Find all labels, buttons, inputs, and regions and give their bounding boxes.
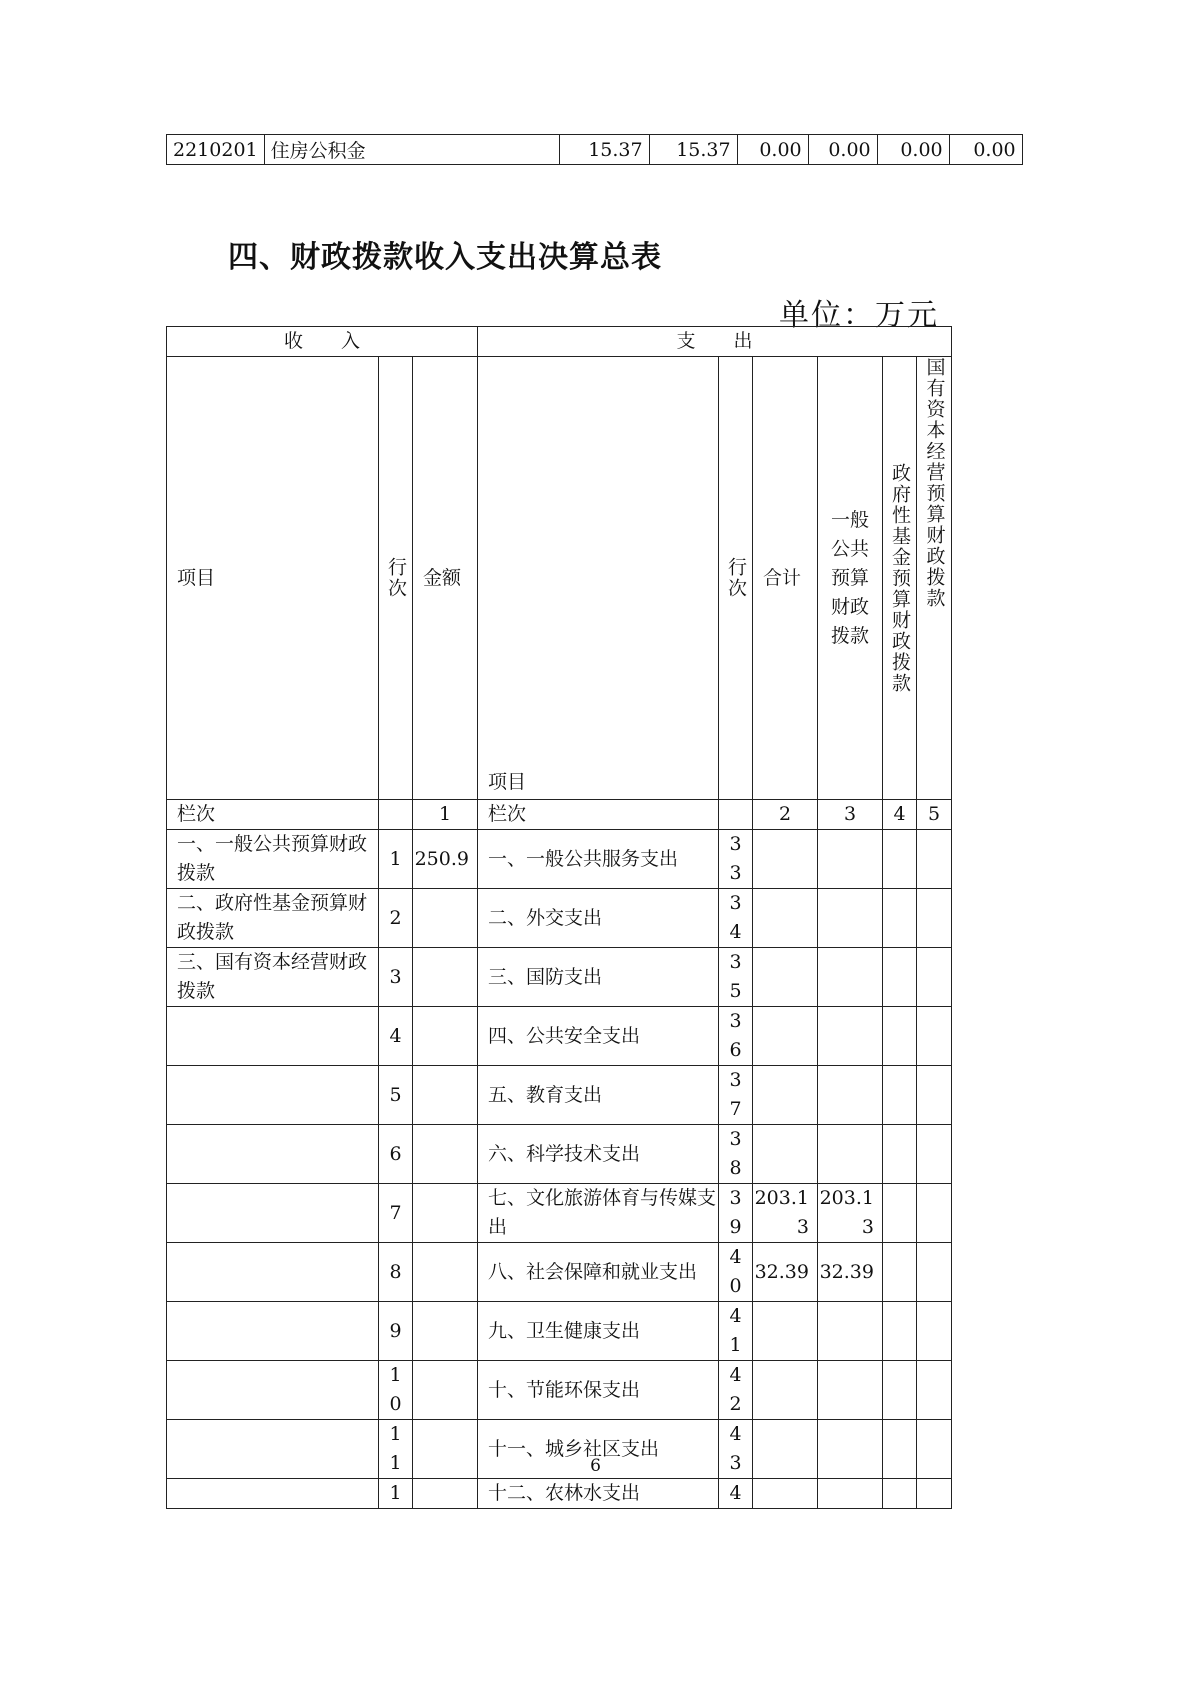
state-capital-amount [917, 1007, 952, 1066]
expense-item: 四、公共安全支出 [478, 1007, 719, 1066]
state-capital-amount [917, 1479, 952, 1509]
expense-total [753, 1302, 818, 1361]
table-row [167, 1066, 952, 1125]
page-number: 6 [590, 1456, 601, 1476]
general-budget-amount [818, 830, 883, 889]
general-budget-amount [818, 1066, 883, 1125]
gov-fund-amount [883, 948, 917, 1007]
col-number: 2 [753, 800, 818, 830]
expense-line: 34 [719, 889, 753, 948]
expense-line-header: 行次 [725, 557, 747, 599]
value-cell: 0.00 [949, 135, 1022, 165]
expense-total [753, 1479, 818, 1509]
value-cell: 0.00 [737, 135, 808, 165]
income-line: 8 [379, 1243, 413, 1302]
income-line: 10 [379, 1361, 413, 1420]
table-row [167, 1361, 952, 1420]
income-line: 2 [379, 889, 413, 948]
income-item [167, 1007, 379, 1066]
expense-line: 41 [719, 1302, 753, 1361]
income-amount [413, 1302, 478, 1361]
income-item: 三、国有资本经营财政拨款 [167, 948, 379, 1007]
expense-item: 十、节能环保支出 [478, 1361, 719, 1420]
general-budget-header: 一般公共预算财政拨款 [818, 357, 883, 800]
general-budget-amount: 203.13 [818, 1184, 883, 1243]
state-capital-amount [917, 948, 952, 1007]
table-row [167, 1125, 952, 1184]
gov-fund-amount [883, 889, 917, 948]
expense-item: 五、教育支出 [478, 1066, 719, 1125]
general-budget-amount [818, 1125, 883, 1184]
income-amount [413, 889, 478, 948]
gov-fund-amount [883, 1302, 917, 1361]
table-row [167, 1007, 952, 1066]
expense-item: 九、卫生健康支出 [478, 1302, 719, 1361]
col-label-left: 栏次 [167, 800, 379, 830]
income-item: 一、一般公共预算财政拨款 [167, 830, 379, 889]
income-amount [413, 1243, 478, 1302]
expense-item: 二、外交支出 [478, 889, 719, 948]
income-line: 3 [379, 948, 413, 1007]
state-capital-amount [917, 1302, 952, 1361]
expense-group-header: 支 出 [478, 327, 952, 357]
expense-total [753, 889, 818, 948]
gov-fund-amount [883, 1125, 917, 1184]
general-budget-amount [818, 948, 883, 1007]
col-number: 4 [883, 800, 917, 830]
expense-item-header: 项目 [478, 357, 719, 800]
gov-fund-amount [883, 1243, 917, 1302]
expense-total [753, 830, 818, 889]
section-heading: 四、财政拨款收入支出决算总表 [228, 240, 662, 275]
table-row [167, 830, 952, 889]
income-line: 11 [379, 1420, 413, 1479]
col-label-right: 栏次 [478, 800, 719, 830]
col-number: 5 [917, 800, 952, 830]
state-capital-amount [917, 1361, 952, 1420]
expense-total: 203.13 [753, 1184, 818, 1243]
income-amount-header: 金额 [413, 357, 478, 800]
expense-total [753, 1066, 818, 1125]
fiscal-appropriation-summary-table [166, 326, 952, 1509]
state-capital-amount [917, 1184, 952, 1243]
value-cell: 0.00 [877, 135, 949, 165]
expense-line: 33 [719, 830, 753, 889]
income-item-header: 项目 [167, 357, 379, 800]
expense-total [753, 1007, 818, 1066]
income-line: 1 [379, 830, 413, 889]
income-item [167, 1066, 379, 1125]
expense-total [753, 1361, 818, 1420]
col-number: 3 [818, 800, 883, 830]
table-row [167, 1302, 952, 1361]
gov-fund-amount [883, 1361, 917, 1420]
income-amount [413, 1125, 478, 1184]
expense-item: 十二、农林水支出 [478, 1479, 719, 1509]
income-line: 6 [379, 1125, 413, 1184]
general-budget-amount [818, 1302, 883, 1361]
table-row [167, 135, 1023, 165]
general-budget-amount [818, 1007, 883, 1066]
expense-total [753, 948, 818, 1007]
income-amount [413, 1361, 478, 1420]
income-amount [413, 1007, 478, 1066]
total-header: 合计 [753, 357, 818, 800]
gov-fund-amount [883, 1479, 917, 1509]
state-capital-amount [917, 1066, 952, 1125]
gov-fund-amount [883, 830, 917, 889]
state-capital-header: 国有资本经营预算财政拨款 [923, 357, 946, 609]
value-cell: 15.37 [649, 135, 737, 165]
expense-line: 43 [719, 1420, 753, 1479]
income-amount [413, 1066, 478, 1125]
income-amount: 250.9 [413, 830, 478, 889]
income-line: 4 [379, 1007, 413, 1066]
expense-item: 三、国防支出 [478, 948, 719, 1007]
income-item [167, 1302, 379, 1361]
general-budget-amount [818, 1361, 883, 1420]
expense-line: 40 [719, 1243, 753, 1302]
state-capital-amount [917, 830, 952, 889]
column-number-row [167, 800, 952, 830]
table-row [167, 889, 952, 948]
income-line: 7 [379, 1184, 413, 1243]
gov-fund-amount [883, 1007, 917, 1066]
gov-fund-header: 政府性基金预算财政拨款 [889, 462, 911, 694]
income-line: 1 [379, 1479, 413, 1509]
expense-item: 一、一般公共服务支出 [478, 830, 719, 889]
col-number: 1 [413, 800, 478, 830]
expense-total: 32.39 [753, 1243, 818, 1302]
expense-line: 39 [719, 1184, 753, 1243]
expense-item: 八、社会保障和就业支出 [478, 1243, 719, 1302]
unit-label: 单位：万元 [779, 298, 939, 333]
expense-line: 35 [719, 948, 753, 1007]
income-item [167, 1243, 379, 1302]
table-row [167, 1243, 952, 1302]
income-amount [413, 1479, 478, 1509]
expense-item: 十一、城乡社区支出 [478, 1420, 719, 1479]
group-header-row [167, 327, 952, 357]
expense-line: 37 [719, 1066, 753, 1125]
expense-line: 4 [719, 1479, 753, 1509]
income-line: 9 [379, 1302, 413, 1361]
subject-code: 2210201 [167, 135, 265, 165]
table-row [167, 1184, 952, 1243]
income-item: 二、政府性基金预算财政拨款 [167, 889, 379, 948]
income-line-header: 行次 [385, 557, 407, 599]
table-row [167, 1479, 952, 1509]
expense-line: 38 [719, 1125, 753, 1184]
gov-fund-amount [883, 1184, 917, 1243]
state-capital-amount [917, 1243, 952, 1302]
income-item [167, 1479, 379, 1509]
table-row [167, 948, 952, 1007]
general-budget-amount [818, 889, 883, 948]
state-capital-amount [917, 1125, 952, 1184]
expense-item: 七、文化旅游体育与传媒支出 [478, 1184, 719, 1243]
expense-line: 36 [719, 1007, 753, 1066]
state-capital-amount [917, 889, 952, 948]
column-header-row [167, 357, 952, 800]
income-amount [413, 948, 478, 1007]
subject-name: 住房公积金 [264, 135, 559, 165]
general-budget-amount: 32.39 [818, 1243, 883, 1302]
general-budget-amount [818, 1479, 883, 1509]
income-line: 5 [379, 1066, 413, 1125]
value-cell: 15.37 [559, 135, 649, 165]
expense-total [753, 1125, 818, 1184]
expense-line: 42 [719, 1361, 753, 1420]
income-item [167, 1361, 379, 1420]
expense-item: 六、科学技术支出 [478, 1125, 719, 1184]
income-group-header: 收 入 [167, 327, 478, 357]
value-cell: 0.00 [808, 135, 877, 165]
income-amount [413, 1184, 478, 1243]
previous-table-tail [166, 134, 1023, 165]
gov-fund-amount [883, 1066, 917, 1125]
income-item [167, 1184, 379, 1243]
income-item [167, 1125, 379, 1184]
